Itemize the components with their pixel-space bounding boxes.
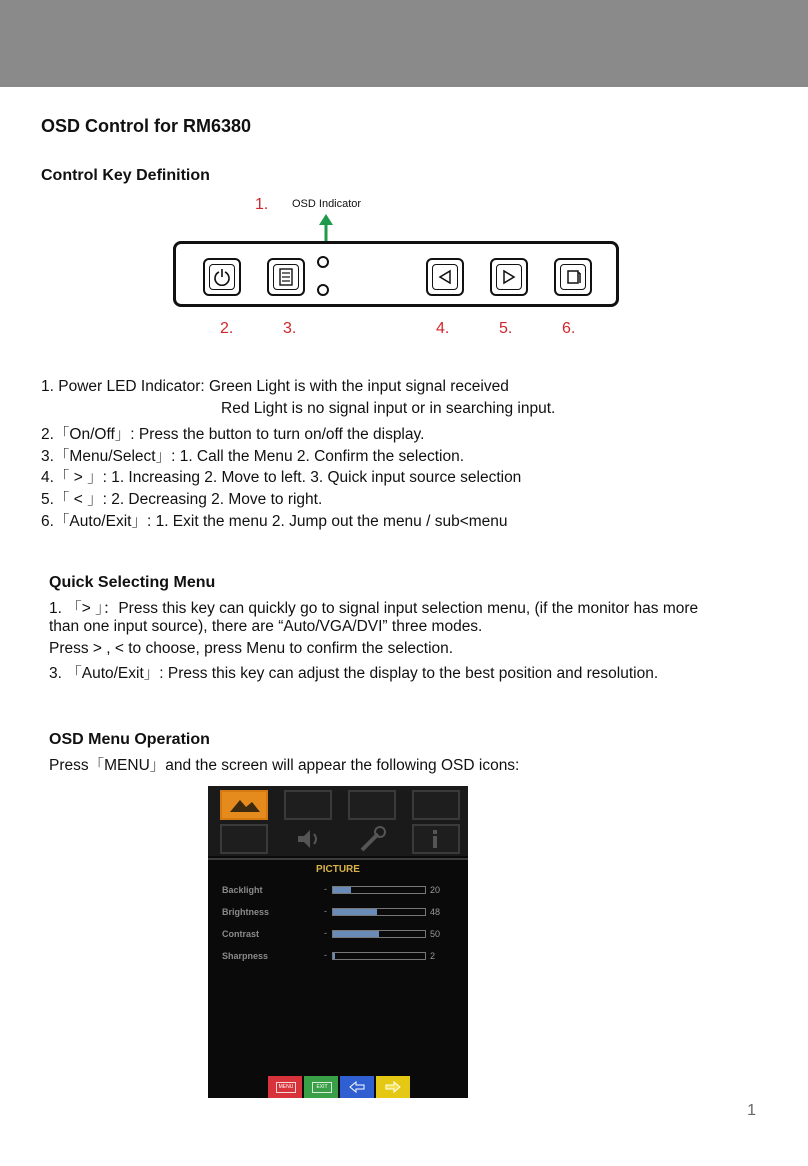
osd-row-label: Sharpness — [222, 951, 269, 961]
left-arrow-icon — [340, 1076, 374, 1098]
osd-separator — [208, 858, 468, 860]
osd-row-value: 20 — [430, 885, 441, 895]
osd-indicator-led — [317, 256, 329, 268]
exit-icon — [566, 269, 582, 285]
osd-slider — [332, 952, 426, 960]
quick-menu-line-2: than one input source), there are “Auto/VGA/DVI” three modes. — [49, 618, 483, 635]
power-icon — [213, 268, 231, 286]
osd-minus: - — [324, 928, 327, 938]
osd-slider-fill — [333, 953, 335, 959]
page-title: OSD Control for RM6380 — [41, 116, 252, 136]
menu-key — [267, 258, 305, 296]
osd-row-value: 50 — [430, 929, 441, 939]
osd-slider — [332, 908, 426, 916]
osd-slider-fill — [333, 887, 351, 893]
menu-icon — [279, 268, 293, 286]
osd-left-button — [340, 1076, 374, 1098]
quick-menu-line-3: Press > , < to choose, press Menu to confirm the selection. — [49, 640, 454, 657]
auto-exit-key — [554, 258, 592, 296]
osd-slider — [332, 886, 426, 894]
header-band — [0, 0, 808, 87]
right-key — [490, 258, 528, 296]
osd-minus: - — [324, 950, 327, 960]
quick-menu-line-4: 3. 「Auto/Exit」: Press this key can adjust the display to the best position and resolution. — [49, 665, 659, 682]
definition-2: 2.「On/Off」: Press the button to turn on/off the display. — [41, 426, 425, 443]
image-tab-icon — [348, 790, 396, 820]
key-number-3: 3. — [283, 320, 297, 337]
osd-row-label: Brightness — [222, 907, 270, 917]
right-arrow-icon — [501, 269, 517, 285]
definition-4: 4.「 > 」: 1. Increasing 2. Move to left. 3. Quick input source selection — [41, 469, 522, 486]
picture-tab-icon — [220, 790, 268, 820]
key-number-2: 2. — [220, 320, 234, 337]
indicator-number: 1. — [255, 196, 269, 213]
input-tab-icon — [220, 824, 268, 854]
definition-1b: Red Light is no signal input or in searching input. — [221, 400, 556, 417]
indicator-label: OSD Indicator — [292, 198, 362, 210]
osd-icon-grid — [208, 786, 468, 856]
osd-minus: - — [324, 906, 327, 916]
control-key-heading: Control Key Definition — [41, 167, 210, 184]
left-arrow-icon — [437, 269, 453, 285]
color-tab-icon — [284, 790, 332, 820]
key-number-4: 4. — [436, 320, 450, 337]
left-key — [426, 258, 464, 296]
settings-tab-icon — [348, 824, 396, 854]
quick-menu-heading: Quick Selecting Menu — [49, 574, 216, 591]
osd-slider — [332, 930, 426, 938]
osd-row-label: Backlight — [222, 885, 263, 895]
power-key — [203, 258, 241, 296]
osd-row-value: 2 — [430, 951, 436, 961]
display-tab-icon — [412, 790, 460, 820]
info-tab-icon — [412, 824, 460, 854]
definition-6: 6.「Auto/Exit」: 1. Exit the menu 2. Jump out the menu / sub<menu — [41, 513, 508, 530]
osd-minus: - — [324, 884, 327, 894]
osd-menu-button — [268, 1076, 302, 1098]
power-led — [317, 284, 329, 296]
osd-menu-photo — [208, 786, 468, 1098]
osd-slider-fill — [333, 931, 379, 937]
control-panel — [173, 241, 619, 307]
page-number: 1 — [747, 1102, 756, 1119]
audio-tab-icon — [284, 824, 332, 854]
key-number-5: 5. — [499, 320, 513, 337]
osd-operation-line: Press「MENU」and the screen will appear the following OSD icons: — [49, 757, 520, 774]
osd-row-value: 48 — [430, 907, 441, 917]
definition-3: 3.「Menu/Select」: 1. Call the Menu 2. Confirm the selection. — [41, 448, 465, 465]
osd-operation-heading: OSD Menu Operation — [49, 731, 210, 748]
osd-exit-button-label: EXIT — [312, 1082, 332, 1093]
osd-slider-fill — [333, 909, 377, 915]
osd-menu-button-label: MENU — [276, 1082, 296, 1093]
key-number-6: 6. — [562, 320, 576, 337]
definition-5: 5.「 < 」: 2. Decreasing 2. Move to right. — [41, 491, 323, 508]
quick-menu-line-1: 1. 「> 」：Press this key can quickly go to signal input selection menu, (if the monitor has more — [49, 600, 699, 617]
right-arrow-icon — [376, 1076, 410, 1098]
osd-right-button — [376, 1076, 410, 1098]
definition-1: 1. Power LED Indicator: Green Light is with the input signal received — [41, 378, 509, 395]
osd-menu-title: PICTURE — [316, 864, 360, 875]
osd-row-label: Contrast — [222, 929, 260, 939]
osd-exit-button — [304, 1076, 338, 1098]
